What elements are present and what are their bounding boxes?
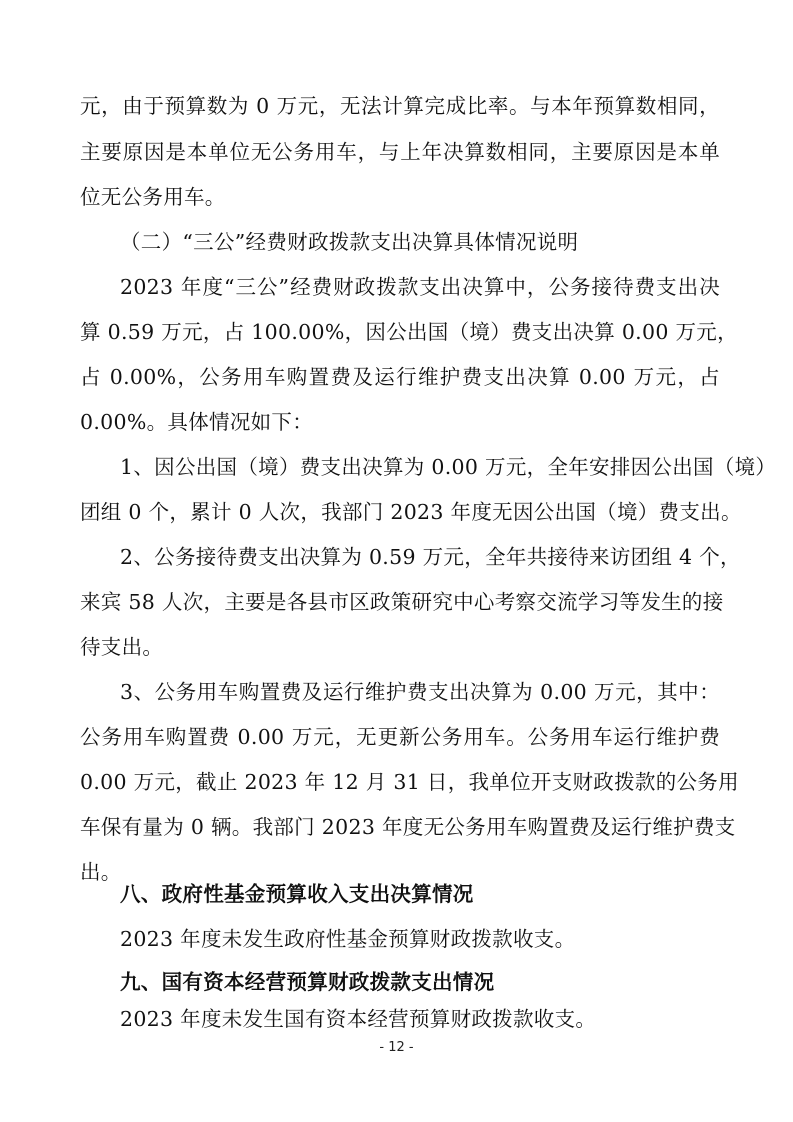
paragraph-line: 团组 0 个，累计 0 人次，我部门 2023 年度无因公出国（境）费支出。 — [80, 500, 742, 524]
section-heading: 九、国有资本经营预算财政拨款支出情况 — [120, 970, 495, 994]
paragraph-line: 2、公务接待费支出决算为 0.59 万元，全年共接待来访团组 4 个， — [120, 545, 741, 569]
paragraph-line: 3、公务用车购置费及运行维护费支出决算为 0.00 万元，其中： — [120, 680, 720, 704]
paragraph-line: 车保有量为 0 辆。我部门 2023 年度无公务用车购置费及运行维护费支 — [80, 815, 736, 839]
paragraph-line: 主要原因是本单位无公务用车，与上年决算数相同，主要原因是本单 — [80, 140, 720, 164]
paragraph-line: 公务用车购置费 0.00 万元，无更新公务用车。公务用车运行维护费 — [80, 725, 720, 749]
paragraph-line: 1、因公出国（境）费支出决算为 0.00 万元，全年安排因公出国（境） — [120, 455, 777, 479]
paragraph-line: 2023 年度未发生国有资本经营预算财政拨款收支。 — [120, 1007, 597, 1031]
paragraph-line: 位无公务用车。 — [80, 185, 226, 209]
paragraph-line: 占 0.00%，公务用车购置费及运行维护费支出决算 0.00 万元，占 — [80, 365, 720, 389]
section-heading: 八、政府性基金预算收入支出决算情况 — [120, 882, 474, 906]
paragraph-line: 0.00%。具体情况如下： — [80, 410, 314, 434]
paragraph-line: 算 0.59 万元，占 100.00%，因公出国（境）费支出决算 0.00 万元， — [80, 320, 738, 344]
paragraph-line: 元，由于预算数为 0 万元，无法计算完成比率。与本年预算数相同， — [80, 94, 720, 118]
paragraph-line: 0.00 万元，截止 2023 年 12 月 31 日，我单位开支财政拨款的公务用 — [80, 770, 739, 794]
paragraph-line: 待支出。 — [80, 635, 164, 659]
paragraph-line: 2023 年度“三公”经费财政拨款支出决算中，公务接待费支出决 — [120, 275, 720, 299]
paragraph-line: 出。 — [80, 860, 122, 884]
section-subheading: （二）“三公”经费财政拨款支出决算具体情况说明 — [120, 230, 579, 254]
paragraph-line: 2023 年度未发生政府性基金预算财政拨款收支。 — [120, 927, 576, 951]
page-number: - 12 - — [379, 1040, 414, 1055]
paragraph-line: 来宾 58 人次，主要是各县市区政策研究中心考察交流学习等发生的接 — [80, 590, 724, 614]
